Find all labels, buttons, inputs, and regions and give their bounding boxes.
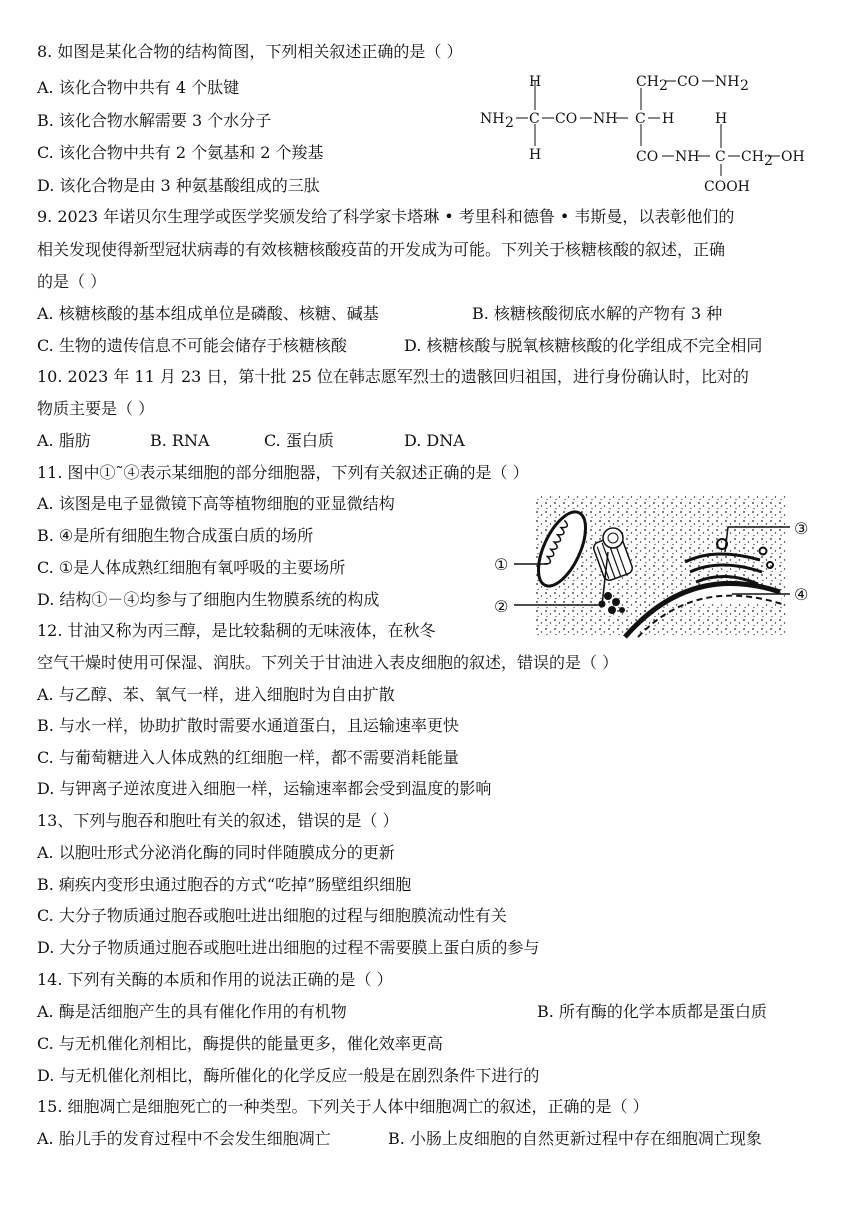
q9-option-a: A. 核糖核酸的基本组成单位是磷酸、核糖、碱基 (37, 304, 379, 323)
q8-option-b: B. 该化合物水解需要 3 个水分子 (37, 111, 272, 130)
q13-option-d: D. 大分子物质通过胞吞或胞吐进出细胞的过程不需要膜上蛋白质的参与 (37, 938, 540, 957)
co-group-top: CO (677, 74, 700, 90)
nh2-subscript: 2 (505, 115, 514, 131)
co-group-2: CO (636, 149, 659, 165)
q8-stem: 8. 如图是某化合物的结构简图，下列相关叙述正确的是（ ） (37, 42, 463, 61)
carbon-3: C (715, 149, 726, 165)
label-4: ④ (794, 585, 809, 604)
q11-stem: 11. 图中①˜④表示某细胞的部分细胞器，下列有关叙述正确的是（ ） (37, 463, 529, 482)
q11-option-d: D. 结构①－④均参与了细胞内生物膜系统的构成 (37, 590, 380, 609)
q9-option-d: D. 核糖核酸与脱氧核糖核酸的化学组成不完全相同 (404, 336, 763, 355)
cell-organelle-diagram (490, 492, 830, 640)
q11-option-b: B. ④是所有细胞生物合成蛋白质的场所 (37, 526, 314, 545)
carbon-2: C (635, 111, 646, 127)
q15-option-b: B. 小肠上皮细胞的自然更新过程中存在细胞凋亡现象 (388, 1129, 762, 1148)
cooh-group: COOH (704, 179, 750, 195)
q13-option-a: A. 以胞吐形式分泌消化酶的同时伴随膜成分的更新 (37, 843, 395, 862)
q9-option-b: B. 核糖核酸彻底水解的产物有 3 种 (472, 304, 723, 323)
q14-option-a: A. 酶是活细胞产生的具有催化作用的有机物 (37, 1002, 347, 1021)
q11-option-c: C. ①是人体成熟红细胞有氧呼吸的主要场所 (37, 558, 346, 577)
q10-option-a: A. 脂肪 (37, 431, 91, 450)
q14-option-d: D. 与无机催化剂相比，酶所催化的化学反应一般是在剧烈条件下进行的 (37, 1066, 540, 1085)
q12-option-d: D. 与钾离子逆浓度进入细胞一样，运输速率都会受到温度的影响 (37, 779, 492, 798)
q11-option-a: A. 该图是电子显微镜下高等植物细胞的亚显微结构 (37, 494, 395, 513)
q15-option-a: A. 胎儿手的发育过程中不会发生细胞凋亡 (37, 1129, 331, 1148)
q8-option-d: D. 该化合物是由 3 种氨基酸组成的三肽 (37, 176, 320, 195)
h-carbon-2: H (662, 111, 675, 127)
q10-stem-line1: 10. 2023 年 11 月 23 日，第十批 25 位在韩志愿军烈士的遗骸回归祖国，进行身份确认时，比对的 (37, 367, 749, 386)
q14-stem: 14. 下列有关酶的本质和作用的说法正确的是（ ） (37, 970, 393, 989)
q12-option-a: A. 与乙醇、苯、氧气一样，进入细胞时为自由扩散 (37, 685, 395, 704)
q9-option-c: C. 生物的遗传信息不可能会储存于核糖核酸 (37, 336, 347, 355)
q8-option-c: C. 该化合物中共有 2 个氨基和 2 个羧基 (37, 143, 324, 162)
h-carbon-3: H (715, 111, 728, 127)
h-bottom-left: H (529, 147, 542, 163)
q13-option-b: B. 痢疾内变形虫通过胞吞的方式“吃掉”肠壁组织细胞 (37, 875, 412, 894)
peptide-structural-formula (478, 68, 818, 198)
ch2-top-subscript: 2 (659, 78, 668, 94)
label-2: ② (494, 597, 509, 616)
ch2-side-subscript: 2 (764, 153, 773, 169)
q9-stem-line3: 的是（ ） (37, 272, 107, 291)
nh-group-2: NH (675, 149, 700, 165)
nh-group-1: NH (593, 111, 618, 127)
h-top-left: H (529, 74, 542, 90)
nh2-top-subscript: 2 (740, 78, 749, 94)
q14-option-b: B. 所有酶的化学本质都是蛋白质 (537, 1002, 767, 1021)
q13-option-c: C. 大分子物质通过胞吞或胞吐进出细胞的过程与细胞膜流动性有关 (37, 906, 507, 925)
q10-option-c: C. 蛋白质 (264, 431, 334, 450)
q8-option-a: A. 该化合物中共有 4 个肽键 (37, 78, 240, 97)
q13-stem: 13、下列与胞吞和胞吐有关的叙述，错误的是（ ） (37, 811, 399, 830)
co-group-1: CO (555, 111, 578, 127)
q10-option-d: D. DNA (404, 431, 465, 450)
label-3: ③ (794, 519, 809, 538)
nh2-top: NH (715, 74, 740, 90)
q12-stem-line2: 空气干燥时使用可保湿、润肤。下列关于甘油进入表皮细胞的叙述，错误的是（ ） (37, 653, 619, 672)
ch2-side: CH (741, 149, 764, 165)
q10-stem-line2: 物质主要是（ ） (37, 399, 155, 418)
q12-option-c: C. 与葡萄糖进入人体成熟的红细胞一样，都不需要消耗能量 (37, 748, 459, 767)
q9-stem-line2: 相关发现使得新型冠状病毒的有效核糖核酸疫苗的开发成为可能。下列关于核糖核酸的叙述，正确 (37, 240, 726, 259)
nh2-group: NH (480, 111, 505, 127)
label-1: ① (494, 555, 509, 574)
q15-stem: 15. 细胞凋亡是细胞死亡的一种类型。下列关于人体中细胞凋亡的叙述，正确的是（ ） (37, 1097, 649, 1116)
ch2-top: CH (636, 74, 659, 90)
oh-group: OH (781, 149, 805, 165)
q9-stem-line1: 9. 2023 年诺贝尔生理学或医学奖颁发给了科学家卡塔琳 • 考里科和德鲁 • 韦斯曼，以表彰他们的 (37, 207, 735, 226)
q12-option-b: B. 与水一样，协助扩散时需要水通道蛋白，且运输速率更快 (37, 716, 459, 735)
carbon-1: C (529, 111, 540, 127)
q10-option-b: B. RNA (150, 431, 210, 450)
q14-option-c: C. 与无机催化剂相比，酶提供的能量更多，催化效率更高 (37, 1034, 443, 1053)
q12-stem-line1: 12. 甘油又称为丙三醇，是比较黏稠的无味液体，在秋冬 (37, 621, 436, 640)
